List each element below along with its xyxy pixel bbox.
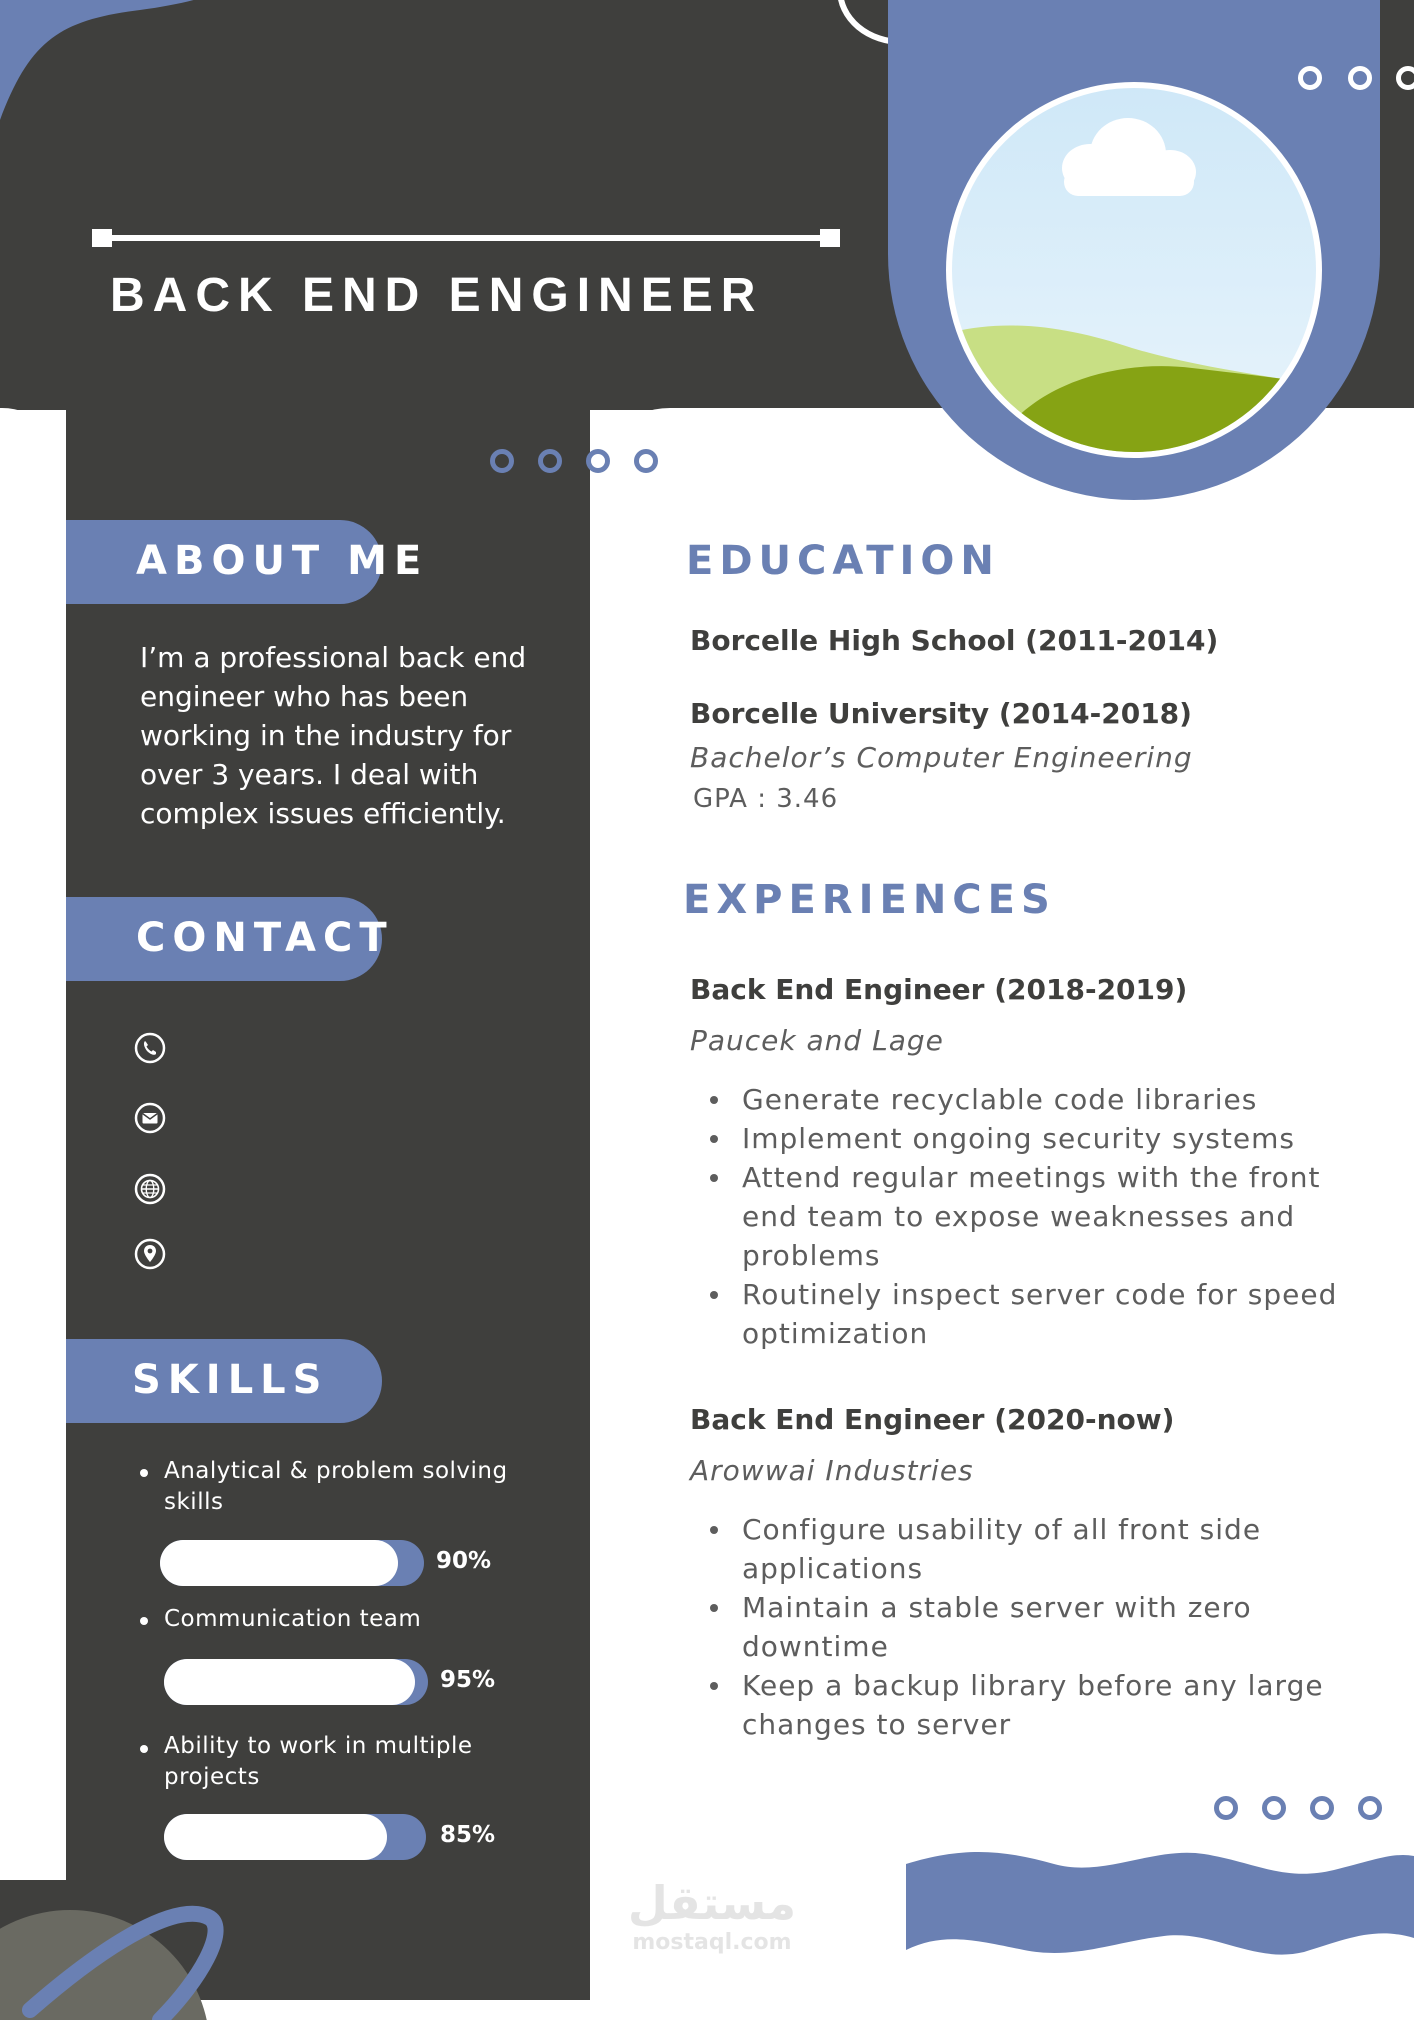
job-title: Back End Engineer (2018-2019) xyxy=(690,973,1188,1006)
planet-decoration xyxy=(0,1900,280,2020)
skill-progress-bar xyxy=(164,1814,426,1860)
education-title: Borcelle High School (2011-2014) xyxy=(690,624,1219,657)
watermark-arabic: مستقل xyxy=(627,1876,797,1930)
skill-percent: 90% xyxy=(436,1548,492,1574)
skill-progress-fill xyxy=(164,1659,415,1705)
job-duties xyxy=(690,1080,1390,1353)
about-heading: ABOUT ME xyxy=(136,538,429,584)
title-rule-end xyxy=(820,229,840,247)
skill-label xyxy=(164,1604,421,1635)
skill-label xyxy=(164,1456,508,1518)
skills-heading: SKILLS xyxy=(132,1357,329,1403)
duty-line: changes to server xyxy=(742,1708,1012,1741)
skill-label-line: Communication team xyxy=(164,1606,422,1632)
duty-line: applications xyxy=(742,1552,924,1585)
education-gpa: GPA : 3.46 xyxy=(693,784,839,814)
ring-decoration xyxy=(1310,1796,1334,1820)
duty-line: problems xyxy=(742,1239,881,1272)
skill-label-line: projects xyxy=(164,1764,260,1790)
skill-label-line: Ability to work in multiple xyxy=(164,1733,473,1759)
left-margin-background xyxy=(0,408,66,2000)
job-company: Arowwai Industries xyxy=(690,1454,974,1487)
education-degree: Bachelor’s Computer Engineering xyxy=(690,741,1193,774)
globe-icon[interactable] xyxy=(134,1173,166,1205)
duty-item xyxy=(690,1158,1390,1275)
bullet xyxy=(140,1469,148,1477)
bullet xyxy=(140,1617,148,1625)
landscape-placeholder-icon xyxy=(952,88,1316,452)
duty-line: Generate recyclable code libraries xyxy=(742,1083,1258,1116)
job-company: Paucek and Lage xyxy=(690,1024,944,1057)
skill-label-line: Analytical & problem solving xyxy=(164,1458,508,1484)
location-pin-icon[interactable] xyxy=(134,1238,166,1270)
ring-decoration xyxy=(1298,66,1322,90)
duty-line: Implement ongoing security systems xyxy=(742,1122,1295,1155)
duty-item xyxy=(690,1119,1390,1158)
duty-line: Keep a backup library before any large xyxy=(742,1669,1324,1702)
skill-label xyxy=(164,1731,473,1793)
profile-photo xyxy=(946,82,1322,458)
skill-progress-fill xyxy=(164,1814,387,1860)
ring-decoration xyxy=(586,449,610,473)
duty-line: optimization xyxy=(742,1317,929,1350)
bullet xyxy=(140,1745,148,1753)
duty-line: downtime xyxy=(742,1630,889,1663)
skill-label-line: skills xyxy=(164,1489,224,1515)
about-line: working in the industry for xyxy=(140,719,512,752)
education-heading: EDUCATION xyxy=(686,538,1000,584)
skills-heading-tab xyxy=(66,1339,382,1423)
job-title: Back End Engineer (2020-now) xyxy=(690,1403,1175,1436)
contact-heading: CONTACT xyxy=(136,915,394,961)
about-heading-tab xyxy=(66,520,429,604)
experiences-heading: EXPERIENCES xyxy=(683,877,1056,923)
skill-progress-fill xyxy=(160,1540,398,1586)
duty-line: end team to expose weaknesses and xyxy=(742,1200,1296,1233)
duty-line: Routinely inspect server code for speed xyxy=(742,1278,1338,1311)
duty-item xyxy=(690,1275,1390,1353)
job-duties xyxy=(690,1510,1390,1744)
title-rule-end xyxy=(92,229,112,247)
top-left-wave-decoration xyxy=(0,0,270,120)
skill-percent: 95% xyxy=(440,1667,496,1693)
watermark-latin: mostaql.com xyxy=(632,1930,792,1955)
phone-icon[interactable] xyxy=(134,1032,166,1064)
about-line: engineer who has been xyxy=(140,680,469,713)
title-rule xyxy=(98,235,838,241)
about-text xyxy=(140,638,540,833)
skill-percent: 85% xyxy=(440,1822,496,1848)
skill-progress-bar xyxy=(160,1540,424,1586)
skill-progress-bar xyxy=(164,1659,428,1705)
duty-line: Maintain a stable server with zero xyxy=(742,1591,1252,1624)
ring-decoration xyxy=(634,449,658,473)
ring-decoration xyxy=(1214,1796,1238,1820)
duty-item xyxy=(690,1510,1390,1588)
mail-icon[interactable] xyxy=(134,1102,166,1134)
duty-item xyxy=(690,1080,1390,1119)
ring-decoration xyxy=(1348,66,1372,90)
ring-decoration xyxy=(1262,1796,1286,1820)
about-line: I’m a professional back end xyxy=(140,641,527,674)
education-title: Borcelle University (2014-2018) xyxy=(690,697,1192,730)
wave-decoration xyxy=(904,1840,1414,1960)
duty-item xyxy=(690,1588,1390,1666)
duty-line: Attend regular meetings with the front xyxy=(742,1161,1321,1194)
about-line: complex issues efficiently. xyxy=(140,797,506,830)
about-line: over 3 years. I deal with xyxy=(140,758,479,791)
contact-heading-tab xyxy=(66,897,394,981)
duty-item xyxy=(690,1666,1390,1744)
page-title: BACK END ENGINEER xyxy=(110,269,764,322)
ring-decoration xyxy=(538,449,562,473)
watermark-logo xyxy=(612,1876,802,1960)
duty-line: Configure usability of all front side xyxy=(742,1513,1262,1546)
ring-decoration xyxy=(1358,1796,1382,1820)
ring-decoration xyxy=(1396,66,1414,90)
ring-decoration xyxy=(490,449,514,473)
